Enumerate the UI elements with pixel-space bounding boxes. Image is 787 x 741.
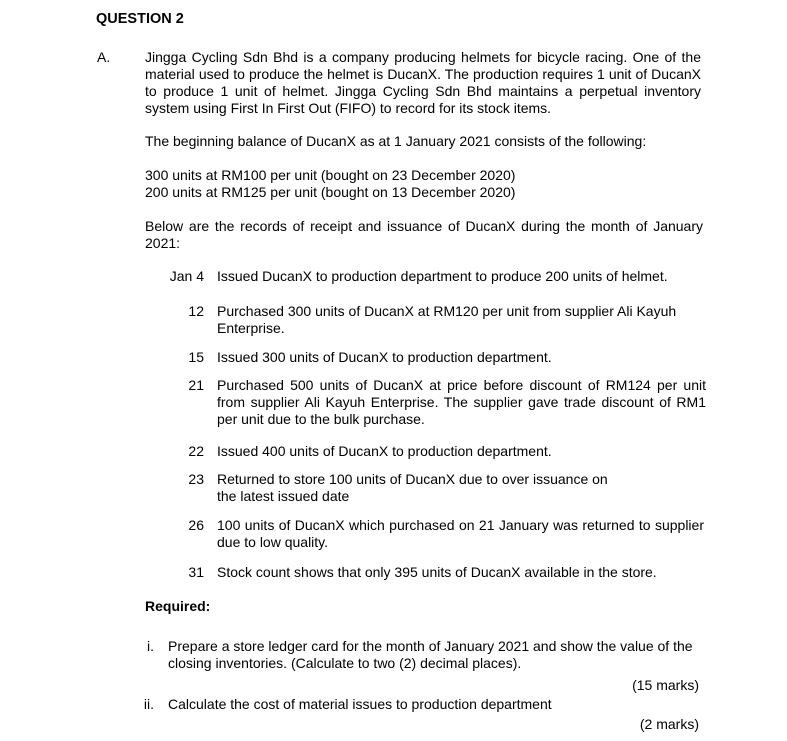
transaction-text: the latest issued date [217,488,350,504]
beginning-balance-line: 300 units at RM100 per unit (bought on 23 December 2020) [145,167,516,183]
transaction-date: 21 [188,377,204,393]
transaction-date: 26 [188,517,204,533]
section-letter: A. [97,49,111,65]
question-marks: (2 marks) [639,716,699,732]
beginning-balance-line: 200 units at RM125 per unit (bought on 13 December 2020) [145,184,516,200]
transaction-date: 12 [188,303,204,319]
transaction-text: Purchased 300 units of DucanX at RM120 per unit from supplier Ali Kayuh Enterprise. [217,303,677,336]
transaction-text: Issued DucanX to production department to produce 200 units of helmet. [217,268,668,284]
question-marks: (15 marks) [632,677,699,693]
transaction-date: 31 [188,564,204,580]
question-numeral: i. [147,638,154,654]
transaction-text: Purchased 500 units of DucanX at price before discount of RM124 per unit from supplier Ali Kayuh Enterprise. The supplier gave trade discount of RM1 per unit due to the bulk purchase. [217,377,706,427]
intro-paragraph: Jingga Cycling Sdn Bhd is a company producing helmets for bicycle racing. One of the material used to produce the helmet is DucanX. The production requires 1 unit of DucanX to produce 1 unit of helmet. Jingga Cycling Sdn Bhd maintains a perpetual inventory system using First In First Out (FIFO) to record for its stock items. [145,49,701,116]
transaction-date: Jan 4 [169,268,204,284]
transaction-text: 100 units of DucanX which purchased on 21 January was returned to supplier due to low quality. [217,517,704,550]
transaction-text: Issued 400 units of DucanX to production department. [217,443,552,459]
required-heading: Required: [145,598,211,614]
transaction-date: 22 [188,443,204,459]
transaction-date: 15 [188,349,204,365]
question-numeral: ii. [143,696,154,712]
question-title: QUESTION 2 [96,11,184,27]
records-intro: Below are the records of receipt and issuance of DucanX during the month of January 2021: [145,218,703,251]
transaction-date: 23 [188,471,204,487]
transaction-text: Stock count shows that only 395 units of DucanX available in the store. [217,564,657,580]
question-text: Calculate the cost of material issues to production department [168,696,552,712]
question-text: Prepare a store ledger card for the month of January 2021 and show the value of the closing inventories. (Calculate to two (2) decimal places). [168,638,693,671]
transaction-text: Issued 300 units of DucanX to production department. [217,349,552,365]
beginning-balance-intro: The beginning balance of DucanX as at 1 January 2021 consists of the following: [145,133,647,149]
transaction-text: Returned to store 100 units of DucanX due to over issuance on [217,471,608,487]
